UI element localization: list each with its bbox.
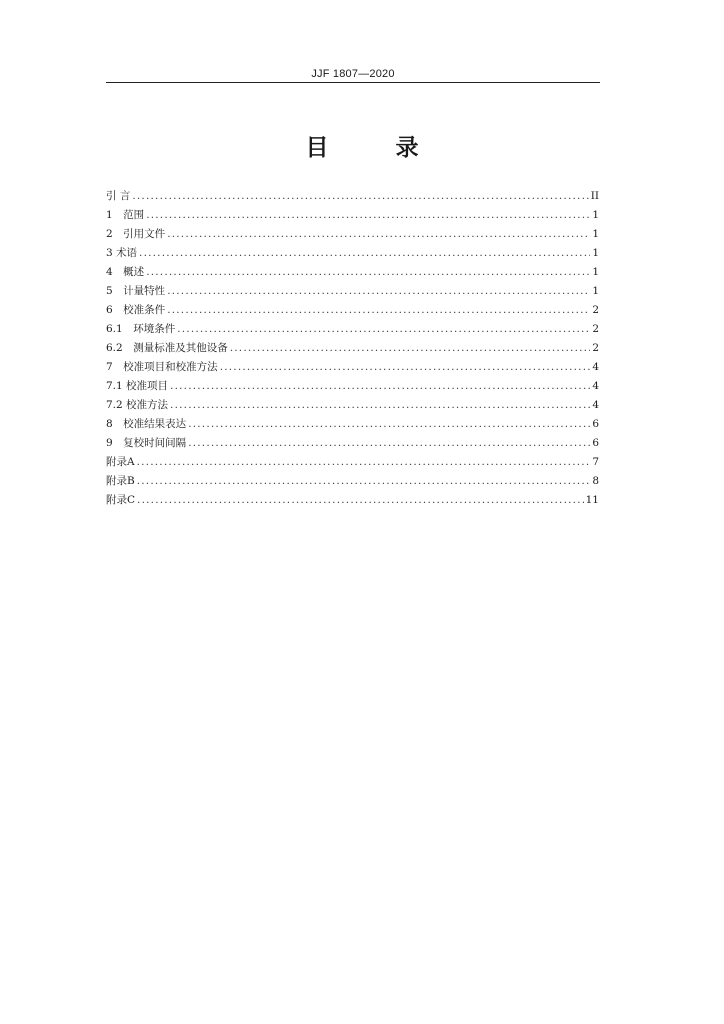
toc-entry-appendix-b[interactable] (106, 472, 599, 491)
toc-entry-page: 1 (592, 285, 599, 297)
toc-entry-page: II (590, 190, 599, 202)
standard-code: JJF 1807—2020 (311, 68, 395, 80)
toc-entry-appendix-a[interactable] (106, 453, 599, 472)
toc-entry-label: 附录A (106, 456, 135, 468)
toc-entry-page: 4 (592, 361, 599, 373)
toc-entry-appendix-c[interactable] (106, 491, 599, 510)
dot-leader (170, 396, 590, 415)
dot-leader (167, 301, 590, 320)
toc-entry-metrological-characteristics[interactable] (106, 282, 599, 301)
toc-entry-page: 1 (592, 209, 599, 221)
page-header (106, 62, 600, 83)
table-of-contents (106, 187, 599, 510)
toc-entry-page: 11 (585, 494, 599, 506)
toc-entry-label: 9 复校时间间隔 (106, 437, 187, 449)
toc-entry-calibration-items[interactable] (106, 377, 599, 396)
toc-entry-page: 7 (592, 456, 599, 468)
toc-entry-page: 2 (592, 342, 599, 354)
toc-entry-calibration-items-and-methods[interactable] (106, 358, 599, 377)
toc-entry-environmental-conditions[interactable] (106, 320, 599, 339)
page-title: 目 录 (305, 135, 441, 161)
toc-entry-label: 6 校准条件 (106, 304, 166, 316)
toc-entry-label: 附录B (106, 475, 135, 487)
toc-entry-label: 7.2 校准方法 (106, 399, 169, 411)
dot-leader (230, 339, 591, 358)
toc-entry-page: 2 (592, 323, 599, 335)
toc-entry-results-expression[interactable] (106, 415, 599, 434)
toc-entry-label: 6.1 环境条件 (106, 323, 176, 335)
toc-entry-overview[interactable] (106, 263, 599, 282)
toc-entry-recalibration-interval[interactable] (106, 434, 599, 453)
toc-entry-page: 4 (592, 380, 599, 392)
toc-entry-label: 附录C (106, 494, 136, 506)
dot-leader (146, 263, 590, 282)
toc-entry-page: 1 (592, 247, 599, 259)
toc-entry-scope[interactable] (106, 206, 599, 225)
toc-entry-label: 6.2 测量标准及其他设备 (106, 342, 228, 354)
toc-entry-label: 8 校准结果表达 (106, 418, 187, 430)
toc-entry-page: 1 (592, 228, 599, 240)
dot-leader (146, 206, 590, 225)
toc-entry-page: 2 (592, 304, 599, 316)
toc-entry-references[interactable] (106, 225, 599, 244)
dot-leader (132, 187, 588, 206)
dot-leader (188, 434, 590, 453)
toc-entry-preface[interactable] (106, 187, 599, 206)
dot-leader (139, 244, 590, 263)
toc-entry-calibration-methods[interactable] (106, 396, 599, 415)
dot-leader (167, 225, 590, 244)
toc-entry-label: 5 计量特性 (106, 285, 166, 297)
toc-entry-page: 8 (592, 475, 599, 487)
toc-entry-calibration-conditions[interactable] (106, 301, 599, 320)
dot-leader (177, 320, 590, 339)
toc-entry-label: 7 校准项目和校准方法 (106, 361, 218, 373)
dot-leader (188, 415, 590, 434)
dot-leader (170, 377, 590, 396)
toc-entry-label: 3 术语 (106, 247, 138, 259)
toc-entry-page: 1 (592, 266, 599, 278)
dot-leader (137, 472, 591, 491)
toc-entry-page: 6 (592, 437, 599, 449)
toc-entry-label: 1 范围 (106, 209, 145, 221)
dot-leader (137, 491, 584, 510)
toc-entry-page: 6 (592, 418, 599, 430)
dot-leader (137, 453, 591, 472)
dot-leader (220, 358, 591, 377)
toc-entry-label: 2 引用文件 (106, 228, 166, 240)
toc-entry-label: 引 言 (106, 190, 131, 202)
toc-entry-measurement-standards[interactable] (106, 339, 599, 358)
toc-entry-terms[interactable] (106, 244, 599, 263)
dot-leader (167, 282, 590, 301)
toc-entry-label: 4 概述 (106, 266, 145, 278)
toc-entry-page: 4 (592, 399, 599, 411)
toc-entry-label: 7.1 校准项目 (106, 380, 169, 392)
